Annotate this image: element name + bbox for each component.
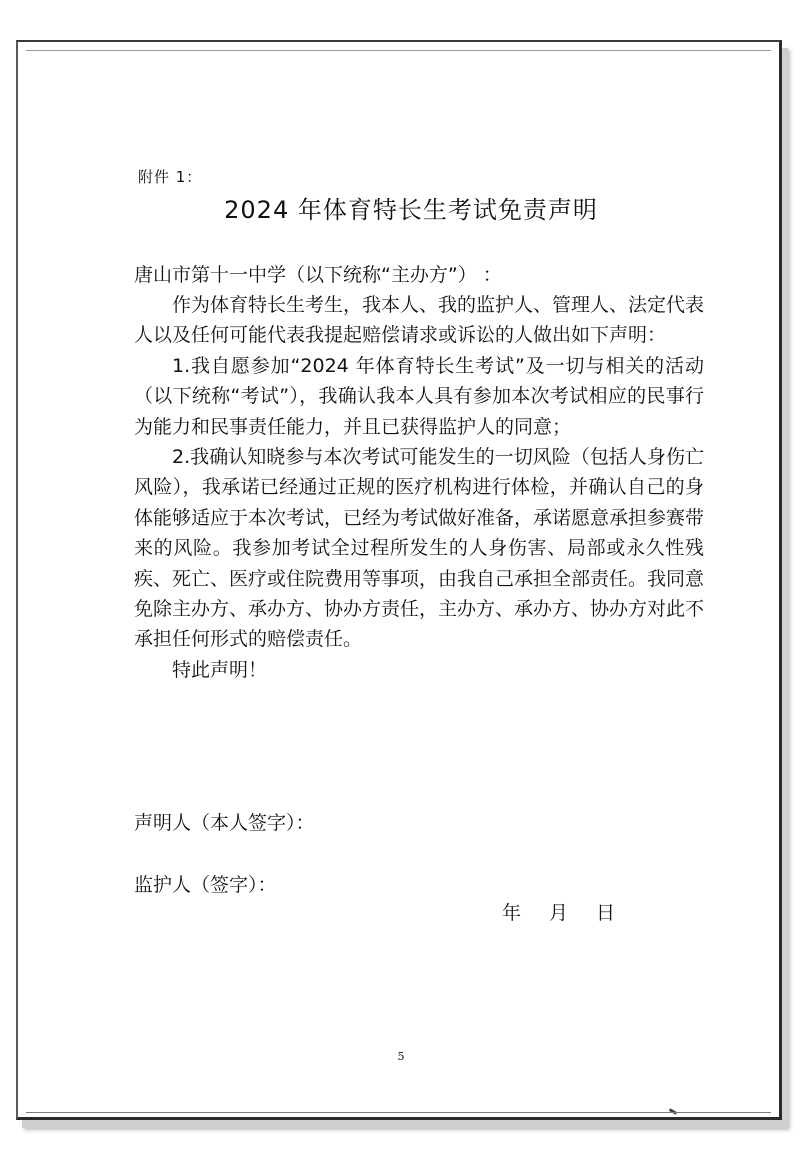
date-year-label: 年 xyxy=(502,902,522,924)
declaration-body xyxy=(134,290,704,685)
guardian-signature-label: 监护人（签字）： xyxy=(134,874,277,896)
closing-statement: 特此声明！ xyxy=(172,658,268,681)
page-number: 5 xyxy=(397,1050,405,1063)
date-day-label: 日 xyxy=(596,902,616,924)
intro-paragraph: 作为体育特长生考生，我本人、我的监护人、管理人、法定代表人以及任何可能代表我提起赔偿请求或诉讼的人做出如下声明： xyxy=(134,294,705,347)
document-page xyxy=(16,40,782,1120)
clause-2-paragraph: 2.我确认知晓参与本次考试可能发生的一切风险（包括人身伤亡风险），我承诺已经通过正规的医疗机构进行体检，并确认自己的身体能够适应于本次考试，已经为考试做好准备，承诺愿意承担参赛带来的风险。我参加考试全过程所发生的人身伤害、局部或永久性残疾、死亡、医疗或住院费用等事项，由我自己承担全部责任。我同意免除主办方、承办方、协办方责任，主办方、承办方、协办方对此不承担任何形式的赔偿责任。 xyxy=(134,446,705,651)
addressee-line: 唐山市第十一中学（以下统称“主办方”） ： xyxy=(134,264,502,286)
date-line xyxy=(502,898,615,925)
scan-border-line xyxy=(26,50,771,51)
document-title: 2024 年体育特长生考试免责声明 xyxy=(224,196,598,224)
declarant-signature-label: 声明人（本人签字）： xyxy=(134,812,315,834)
attachment-label: 附件 1： xyxy=(138,168,203,186)
date-month-label: 月 xyxy=(549,902,569,924)
clause-1-paragraph: 1.我自愿参加“2024 年体育特长生考试”及一切与相关的活动（以下统称“考试”），我确认我本人具有参加本次考试相应的民事行为能力和民事责任能力，并且已获得监护人的同意； xyxy=(134,354,704,438)
scan-border-line-bottom xyxy=(26,1112,771,1113)
